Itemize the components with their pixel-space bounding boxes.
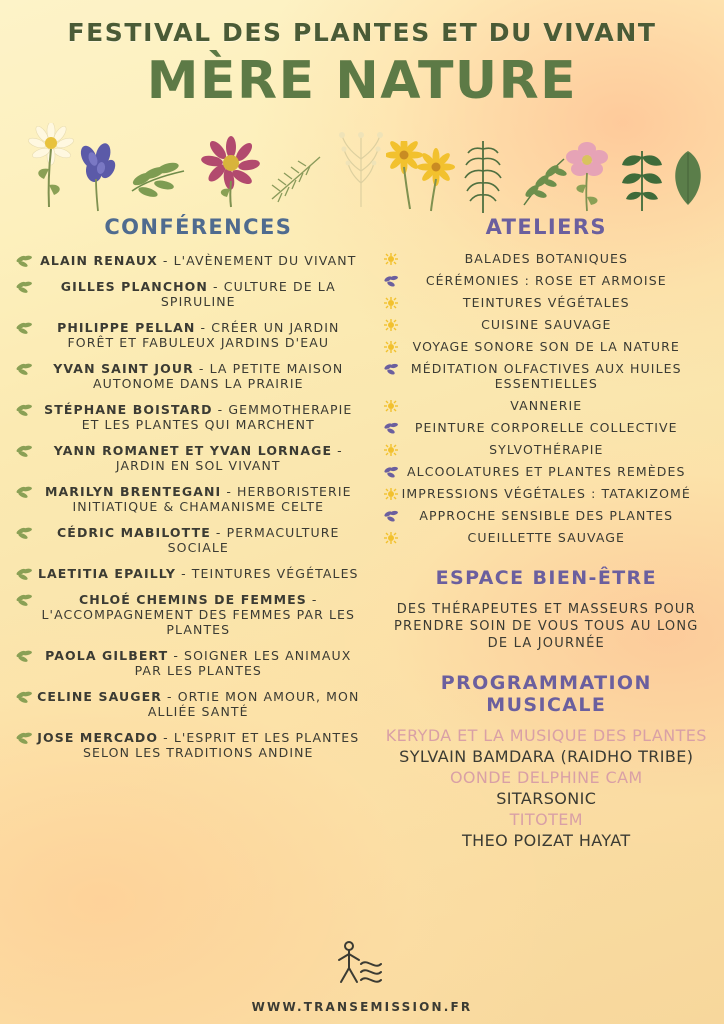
sun-bullet-icon (383, 252, 399, 266)
sun-bullet-icon (383, 318, 399, 332)
leaf-bullet-icon (16, 567, 32, 581)
speaker-name: YANN ROMANET ET YVAN LORNAGE (53, 443, 333, 458)
leaf-bullet-icon (16, 362, 32, 376)
botanical-decoration-band (0, 119, 724, 215)
yellow-daisies-icon (386, 141, 464, 213)
atelier-item (383, 317, 710, 332)
talk-title: - L'ACCOMPAGNEMENT DES FEMMES PAR LES PLANTES (41, 592, 356, 637)
atelier-label: SYLVOTHÉRAPIE (489, 442, 604, 457)
talk-title: - GEMMOTHERAPIE ET LES PLANTES QUI MARCHENT (81, 402, 353, 432)
conference-item (14, 730, 383, 760)
leaf-bullet-icon (16, 690, 32, 704)
violet-bullet-icon (383, 509, 399, 523)
talk-title: - L'ESPRIT ET LES PLANTES SELON LES TRADITIONS ANDINE (83, 730, 360, 760)
sun-bullet-icon (383, 399, 399, 413)
atelier-item (383, 339, 710, 354)
talk-title: - TEINTURES VÉGÉTALES (176, 566, 359, 581)
music-act: TITOTEM (509, 810, 583, 829)
atelier-label: BALADES BOTANIQUES (464, 251, 628, 266)
rosemary-sprig-icon (268, 147, 326, 209)
leaf-sprig-icon (126, 151, 188, 211)
leaf-bullet-icon (16, 731, 32, 745)
conference-item (14, 484, 383, 514)
music-act: OONDE DELPHINE CAM (449, 768, 643, 787)
talk-title: - ORTIE MON AMOUR, MON ALLIÉE SANTÉ (147, 689, 360, 719)
music-act: SYLVAIN BAMDARA (RAIDHO TRIBE) (399, 747, 694, 766)
conference-item (14, 402, 383, 432)
talk-title: - HERBORISTERIE INITIATIQUE & CHAMANISME CELTE (72, 484, 352, 514)
speaker-name: LAETITIA EPAILLY (37, 566, 177, 581)
festival-title: MÈRE NATURE (146, 51, 578, 111)
conference-item (14, 648, 383, 678)
transemission-logo-icon (327, 938, 397, 994)
sun-bullet-icon (383, 531, 399, 545)
atelier-item (383, 508, 710, 523)
conference-item (14, 279, 383, 309)
atelier-item (383, 361, 710, 391)
atelier-label: CÉRÉMONIES : ROSE ET ARMOISE (425, 273, 667, 288)
atelier-item (383, 442, 710, 457)
leaf-bullet-icon (16, 403, 32, 417)
conference-item (14, 443, 383, 473)
ateliers-column (383, 215, 710, 852)
music-act: THEO POIZAT HAYAT (461, 831, 631, 850)
conference-item (14, 253, 383, 268)
atelier-label: TEINTURES VÉGÉTALES (462, 295, 630, 310)
atelier-label: MÉDITATION OLFACTIVES AUX HUILES ESSENTIELLES (410, 361, 682, 391)
atelier-label: IMPRESSIONS VÉGÉTALES : TATAKIZOMÉ (401, 486, 691, 501)
talk-title: - JARDIN EN SOL VIVANT (115, 443, 343, 473)
blue-flower-icon (72, 141, 124, 213)
talk-title: - L'AVÈNEMENT DU VIVANT (157, 253, 357, 268)
atelier-label: CUEILLETTE SAUVAGE (467, 530, 626, 545)
wild-rose-icon (556, 137, 618, 213)
atelier-item (383, 486, 710, 501)
atelier-label: CUISINE SAUVAGE (481, 317, 612, 332)
talk-title: - PERMACULTURE SOCIALE (167, 525, 340, 555)
atelier-item (383, 295, 710, 310)
sun-bullet-icon (383, 296, 399, 310)
leaf-bullet-icon (16, 254, 32, 268)
atelier-item (383, 420, 710, 435)
conference-item (14, 566, 383, 581)
dahlia-flower-icon (196, 135, 266, 209)
talk-title: - SOIGNER LES ANIMAUX PAR LES PLANTES (134, 648, 352, 678)
speaker-name: YVAN SAINT JOUR (53, 361, 194, 376)
atelier-item (383, 273, 710, 288)
violet-bullet-icon (383, 274, 399, 288)
atelier-label: ALCOOLATURES ET PLANTES REMÈDES (407, 464, 686, 479)
leaf-bullet-icon (16, 649, 32, 663)
leaf-bullet-icon (16, 485, 32, 499)
talk-title: - CRÉER UN JARDIN FORÊT ET FABULEUX JARDINS D'EAU (67, 320, 340, 350)
leaf-bullet-icon (16, 444, 32, 458)
speaker-name: ALAIN RENAUX (40, 253, 158, 268)
leaf-bullet-icon (16, 593, 32, 607)
speaker-name: GILLES PLANCHON (60, 279, 208, 294)
atelier-item (383, 464, 710, 479)
speaker-name: STÉPHANE BOISTARD (44, 402, 213, 417)
sun-bullet-icon (383, 487, 399, 501)
talk-title: - LA PETITE MAISON AUTONOME DANS LA PRAIRIE (92, 361, 344, 391)
talk-title: - CULTURE DE LA SPIRULINE (160, 279, 336, 309)
music-act: KERYDA ET LA MUSIQUE DES PLANTES (385, 726, 707, 745)
poster-footer (0, 938, 724, 1014)
program-columns (0, 215, 724, 852)
speaker-name: PAOLA GILBERT (45, 648, 169, 663)
atelier-item (383, 530, 710, 545)
bien-etre-text: DES THÉRAPEUTES ET MASSEURS POUR PRENDRE SOIN DE VOUS TOUS AU LONG DE LA JOURNÉE (394, 602, 699, 651)
atelier-item (383, 251, 710, 266)
music-act: SITARSONIC (496, 789, 597, 808)
branch-leaf-icon (614, 143, 670, 213)
conference-item (14, 320, 383, 350)
atelier-label: PEINTURE CORPORELLE COLLECTIVE (414, 420, 678, 435)
conferences-column (14, 215, 383, 852)
atelier-label: VOYAGE SONORE SON DE LA NATURE (412, 339, 680, 354)
sun-bullet-icon (383, 443, 399, 457)
website-url[interactable]: WWW.TRANSEMISSION.FR (251, 1000, 473, 1014)
speaker-name: PHILIPPE PELLAN (57, 320, 196, 335)
festival-subtitle: FESTIVAL DES PLANTES ET DU VIVANT (67, 18, 657, 47)
speaker-name: CHLOÉ CHEMINS DE FEMMES (79, 592, 307, 607)
bien-etre-heading: ESPACE BIEN-ÊTRE (435, 567, 657, 589)
atelier-label: APPROCHE SENSIBLE DES PLANTES (419, 508, 674, 523)
speaker-name: MARILYN BRENTEGANI (44, 484, 222, 499)
speaker-name: CELINE SAUGER (37, 689, 162, 704)
violet-bullet-icon (383, 421, 399, 435)
oval-leaf-icon (664, 145, 712, 213)
leaf-bullet-icon (16, 280, 32, 294)
leaf-bullet-icon (16, 321, 32, 335)
violet-bullet-icon (383, 465, 399, 479)
sun-bullet-icon (383, 340, 399, 354)
violet-bullet-icon (383, 362, 399, 376)
leaf-bullet-icon (16, 526, 32, 540)
conference-item (14, 361, 383, 391)
conference-item (14, 525, 383, 555)
atelier-item (383, 398, 710, 413)
conference-item (14, 689, 383, 719)
ateliers-heading: ATELIERS (485, 215, 607, 239)
speaker-name: CÉDRIC MABILOTTE (57, 525, 211, 540)
fern-leaf-icon (460, 137, 506, 215)
musique-heading: PROGRAMMATION MUSICALE (440, 672, 652, 716)
dried-flower-icon (330, 129, 392, 211)
speaker-name: JOSE MERCADO (37, 730, 159, 745)
conference-item (14, 592, 383, 637)
poster-header (0, 0, 724, 111)
atelier-label: VANNERIE (510, 398, 583, 413)
conferences-heading: CONFÉRENCES (104, 215, 293, 239)
